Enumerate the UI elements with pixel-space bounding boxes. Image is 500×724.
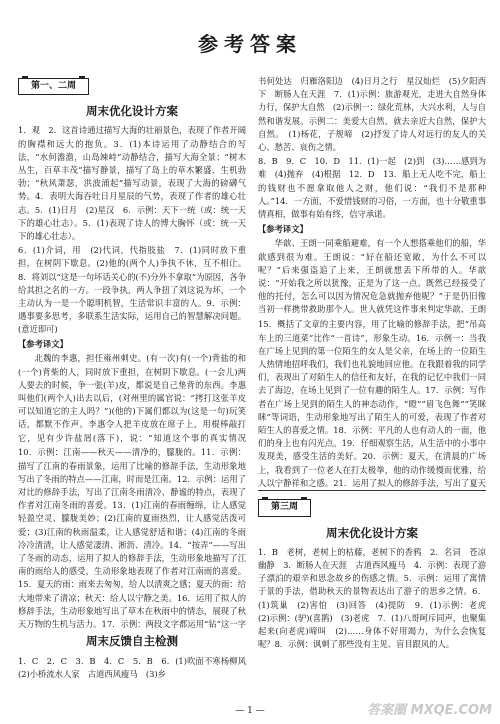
answer-paragraph: 1．观 2．这首诗通过描写大海的壮丽景色，表现了作者开阔的胸襟和远大的抱负。3．(1)本诗运用了动静结合的写法，“水何澹澹，山岛竦峙”动静结合，描写大海全景；“树木丛生，百草丰茂”描写静景，描写了岛上的草木繁盛、生机勃勃；“秋风萧瑟，洪波涌起”描写动景，表现了大海的磅礴气势。4．表明大海吞吐日月星辰的气势，表现了作者的雄心壮志。5．(1)日月 (2)星汉 6．示例：天下一统（或：统一天下的雄心壮志）。5．(1)表现了诗人的博大胸怀（或：统一天下的雄心壮志）。 [18, 125, 246, 242]
answer-paragraph: 6．(1)介词，用 (2)代词，代指肢盐 7．(1)同时放下重担，在树阴下歇息。(2)他的(两个人)争执不休，互不相让。8．将刘以“这是一句坏话关心的(不)分外不拿取”为原因，各争给其担之名的一方。一段争执，两人争扭了刘这说为坏，一个主动认为一是一个聪明机智，生活常识丰富的人。9．示例：遇事要多思考，多联系生活实际，运用自己的智慧解决问题。(意近即可) [18, 245, 246, 335]
answer-paragraph: 1．C 2．C 3．B 4．C 5．B 6．(1)吹面不寒杨柳风 (2)小桥流水人家 古道西风瘦马 (3)乡 [18, 655, 255, 679]
answer-paragraph: 10．示例：江南——秋天——清净的，朦胧的。11．示例：描写了江南的春雨景象，运用了比喻的修辞手法，生动形象地写出了冬雨的特点——江南，时而是江南。12．示例：运用了对比的修辞手法，写出了江南冬雨清冷、静谧的特点，表现了作者对江南冬雨的喜爱。13．(1)江南的春雨缠绵，让人感觉轻盈空灵、朦胧美妙；(2)江南的夏雨热烈，让人感觉活泼可爱；(3)江南的秋雨温柔，让人感觉舒适和谐；(4)江南的冬雨冷冷清清，让人感觉凄清、淅沥、清冷。14．“按弄”——写出了冬雨的动态，运用了拟人的修辞手法，生动形象地描写了江南的雨给人的感受，生动形象地表现了作者对江南雨的喜爱。15．夏天的雨：雨来去匆匆，给人以清爽之感；夏天的雨：给大地带来了清凉；秋天：给人以宁静之美。16．运用了拟人的修辞手法，生动形象地写出了草木在秋雨中的情态，展现了秋天万物的生机与活力。17．示例：两段文字都运用“钻”这一字 [18, 447, 246, 630]
answer-paragraph: 8．B 9．C 10．D 11．(1)一起 (2)到 (3)……感到为难 (4)抛弃 (4)根据 12．D 13．船上无人吃不完，船上的钱财也不愿拿取他人之财，他们说：“我们不是那种人。”14．一方面，不爱惜钱财的习俗，一方面，也十分敬重事情真相，做事有始有终，信守承诺。 [258, 156, 486, 220]
week-label: 第三周 [258, 499, 311, 516]
section-heading: 周末优化设计方案 [326, 525, 418, 540]
answer-paragraph: 书何处达 归雁洛阳边 (4)日月之行 星汉灿烂 (5)夕阳西下 断肠人在天涯 7．(1)示例：旅游观光，走进大自然身体力行，保护大自然 (2)示例一：绿化荒林，大兴水利，人与自然和谐发展。示例二：美爱大自然，就去亲近大自然，保护大自然。 (1)杨花，子规啼 (2)抒发了诗人对远行的友人的关心、愁苦、哀伤之情。 [258, 76, 486, 153]
reference-translation-label: 【参考译文】 [18, 339, 68, 350]
week-label: 第一、二周 [18, 78, 89, 95]
divider [258, 490, 486, 491]
translation-text: 北魏的李惠，担任雍州刺史。(有一次)有(一个)背盐的和(一个)背柴的人，同时放下重担，在树阴下歇息。(一会儿)两人要去的时候，争一张(羊)皮，都说是自己垫背的东西。李惠叫他们(两个人)出去以后，(对州里的属官说：“拷打这张羊皮可以知道它的主人吗？”)(他的)下属们都以为(这是一句)玩笑话，都默不作声。李惠令人把羊皮放在席子上，用棍棒敲打它，见有少许盐屑(落下)，说：“知道这个事的真实情况 [18, 353, 246, 443]
reference-translation-label: 【参考译文】 [258, 224, 308, 235]
section-heading: 周末优化设计方案 [86, 104, 178, 119]
page-number: — 1 — [235, 706, 265, 716]
page-title: 参考答案 [198, 32, 302, 56]
section-heading: 周末反馈自主检测 [86, 634, 178, 649]
watermark: 答案圈 MXQE.COM [367, 703, 492, 718]
answer-paragraph: 15．概括了文章的主要内容，用了比喻的修辞手法，把“吊高车上的三道菜”比作“一首诗”，形象生动。16．示例一：当我在广场上见到的第一位陌生的女人是父亲，在场上的一位陌生人热情地招呼我们，我们也礼貌地回应他。在我跟着我的同学们，表现出了对陌生人的信任和友好，在我的记忆中我们一同去了海边，在场上见到了一位有趣的陌生人。17．示例：写作者在广场上见到的陌生人的神态动作，“瞪”“眉飞色舞”“笑眯眯”等词语，生动形象地写出了陌生人的可爱，表现了作者对陌生人的喜爱之情。18．示例：平凡的人也有动人的一面，他们的身上也有闪光点。19．仔细观察生活，从生活中的小事中发现美，感受生活的美好。20．示例：夏天，在清晨的广场上，我看到了一位老人在打太极拳，他的动作缓慢而优雅，给人以宁静祥和之感。21．运用了拟人的修辞手法，写出了夏天 [258, 319, 486, 488]
answer-paragraph: 1．B 老树，老树上的枯藤，老树下的香鸦 2．名词 苍凉 幽静 3．断肠人在天涯 古道西风瘦马 4．示例：表现了游子漂泊的艰辛和思念故乡的伤感之情。5．示例：运用了寓情于景的手法，借助秋天的景物表达出了游子的思乡之情。6．(1)筑巢 (2)害怕 (3)回答 (4)提防 9．(1)示例：老虎 (2)示例：(驴)(喜鹊) (3)老虎 7．(1)八哥呵斥同声，也聚集起来(向老虎)啼叫 (2)……身体不好用竭力，为什么会恢复呢？8．示例：讽刺了那些没有主见、盲目跟风的人。 [258, 546, 486, 650]
left-column [18, 75, 255, 682]
translation-text: 华歆、王朗一同乘船避难，有一个人想搭乘他们的船，华歆感到很为难。王朗说：“好在船还宽敞，为什么不可以呢？”后来强盗追了上来，王朗就想丢下所带的人。华歆说：“开始我之所以犹豫，正是为了这一点。既然已经接受了他的托付，怎么可以因为情况危急就抛弃他呢？”于是仍旧像当初一样携带救助那个人。世人就凭这件事来判定华歆、王朗 [258, 238, 486, 315]
right-column [258, 75, 486, 652]
